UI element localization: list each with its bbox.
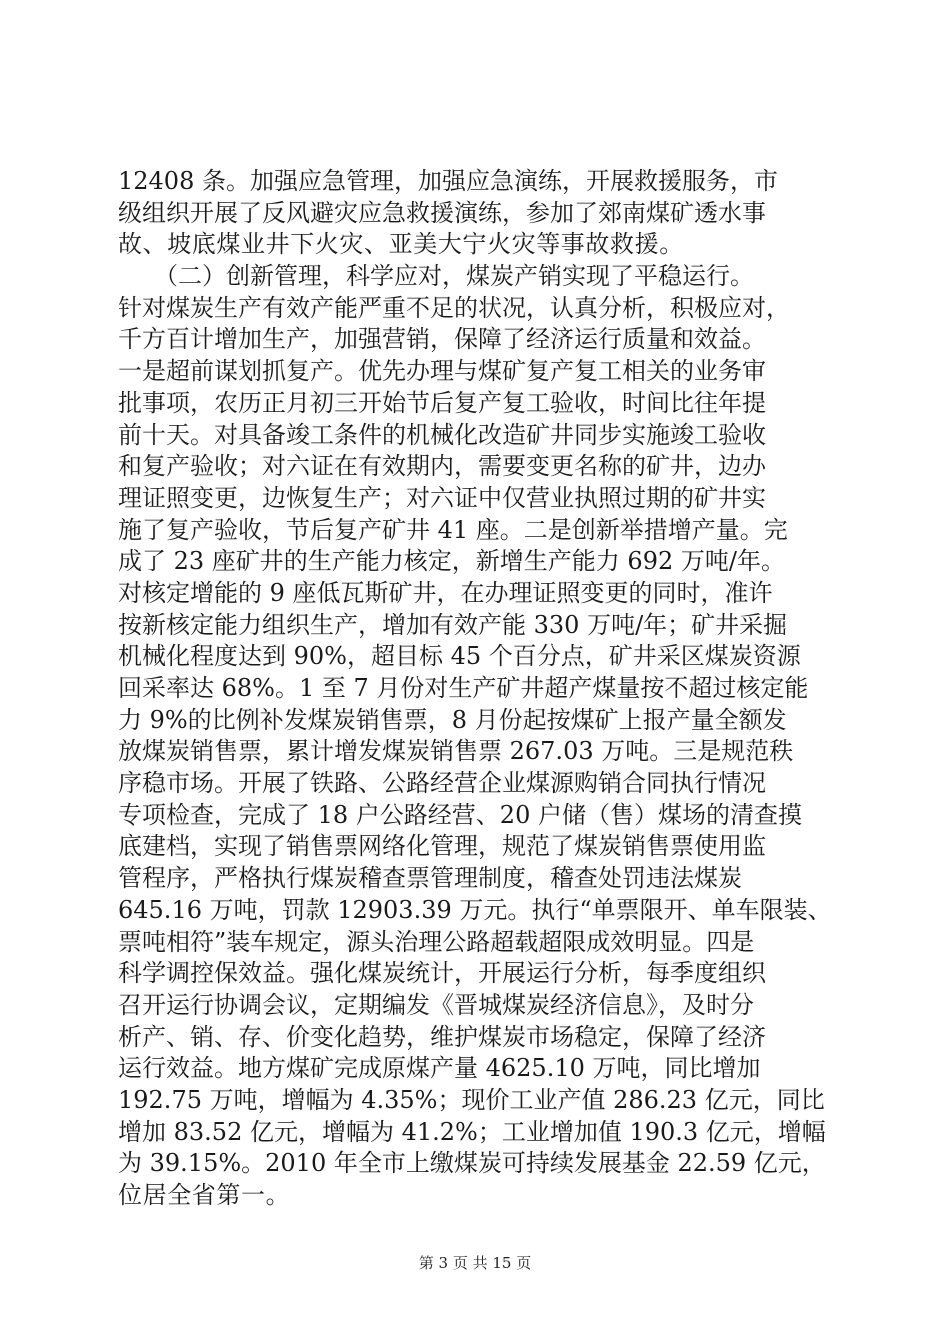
text-line: 科学调控保效益。强化煤炭统计，开展运行分析，每季度组织 <box>118 959 766 988</box>
text-line: 增加 83.52 亿元，增幅为 41.2%；工业增加值 190.3 亿元，增幅 <box>118 1117 826 1146</box>
text-line: 序稳市场。开展了铁路、公路经营企业煤源购销合同执行情况 <box>118 769 766 798</box>
text-line: 前十天。对具备竣工条件的机械化改造矿井同步实施竣工验收 <box>118 420 766 449</box>
text-line: 力 9%的比例补发煤炭销售票，8 月份起按煤矿上报产量全额发 <box>118 705 787 734</box>
text-line: 析产、销、存、价变化趋势，维护煤炭市场稳定，保障了经济 <box>118 1022 766 1051</box>
text-line: 专项检查，完成了 18 户公路经营、20 户储（售）煤场的清查摸 <box>118 800 802 829</box>
text-line: 机械化程度达到 90%，超目标 45 个百分点，矿井采区煤炭资源 <box>118 642 801 671</box>
text-line: 成了 23 座矿井的生产能力核定，新增生产能力 692 万吨/年。 <box>118 547 785 576</box>
text-line: 票吨相符”装车规定，源头治理公路超载超限成效明显。四是 <box>118 927 755 956</box>
text-line: 千方百计增加生产，加强营销，保障了经济运行质量和效益。 <box>118 325 766 354</box>
text-line: 召开运行协调会议，定期编发《晋城煤炭经济信息》，及时分 <box>118 990 754 1019</box>
text-line: 回采率达 68%。1 至 7 月份对生产矿井超产煤量按不超过核定能 <box>118 674 809 702</box>
text-line: 理证照变更，边恢复生产；对六证中仅营业执照过期的矿井实 <box>118 483 766 512</box>
text-line: 施了复产验收，节后复产矿井 41 座。二是创新举措增产量。完 <box>118 515 788 544</box>
text-line: 192.75 万吨，增幅为 4.35%；现价工业产值 286.23 亿元，同比 <box>118 1085 825 1114</box>
text-line: 和复产验收；对六证在有效期内，需要变更名称的矿井，边办 <box>118 452 766 481</box>
text-line: 故、坡底煤业井下火灾、亚美大宁火灾等事故救援。 <box>118 230 684 259</box>
page-footer: 第 3 页 共 15 页 <box>418 1254 532 1272</box>
text-line: （二）创新管理，科学应对，煤炭产销实现了平稳运行。 <box>118 262 754 291</box>
body-text <box>118 166 838 1212</box>
text-line: 底建档，实现了销售票网络化管理，规范了煤炭销售票使用监 <box>118 832 766 861</box>
text-line: 12408 条。加强应急管理，加强应急演练，开展救援服务，市 <box>118 167 778 195</box>
text-line: 为 39.15%。2010 年全市上缴煤炭可持续发展基金 22.59 亿元， <box>118 1149 826 1178</box>
text-line: 运行效益。地方煤矿完成原煤产量 4625.10 万吨，同比增加 <box>118 1054 761 1083</box>
text-line: 管程序，严格执行煤炭稽查票管理制度，稽查处罚违法煤炭 <box>118 864 742 893</box>
text-line: 级组织开展了反风避灾应急救援演练，参加了郊南煤矿透水事 <box>118 198 766 227</box>
text-line: 645.16 万吨，罚款 12903.39 万元。执行“单票限开、单车限装、 <box>118 895 832 924</box>
text-line: 按新核定能力组织生产，增加有效产能 330 万吨/年；矿井采掘 <box>118 610 788 639</box>
text-line: 位居全省第一。 <box>118 1181 291 1209</box>
text-line: 针对煤炭生产有效产能严重不足的状况，认真分析，积极应对， <box>118 293 790 322</box>
text-line: 一是超前谋划抓复产。优先办理与煤矿复产复工相关的业务审 <box>118 357 766 386</box>
text-line: 批事项，农历正月初三开始节后复产复工验收，时间比往年提 <box>118 388 766 417</box>
text-line: 对核定增能的 9 座低瓦斯矿井，在办理证照变更的同时，准许 <box>118 578 773 607</box>
text-line: 放煤炭销售票，累计增发煤炭销售票 267.03 万吨。三是规范秩 <box>118 737 794 766</box>
